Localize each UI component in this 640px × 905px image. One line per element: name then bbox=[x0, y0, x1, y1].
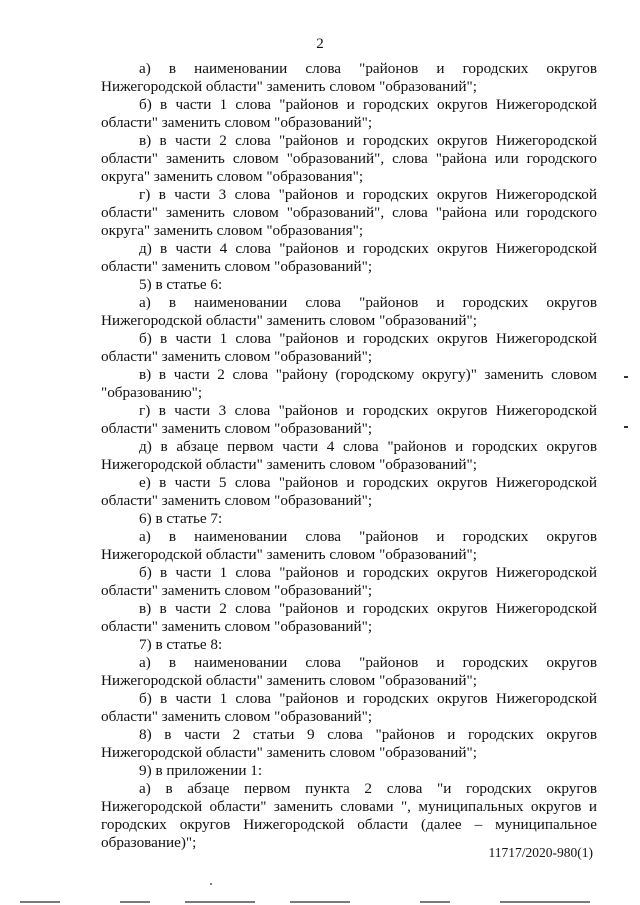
paragraph: а) в абзаце первом пункта 2 слова "и городских округов Нижегородской области" заменить словами ", муниципальных округов и городских округов Нижегородской области (далее – муниципальное образование)"; bbox=[101, 780, 597, 851]
scan-margin-mark bbox=[624, 426, 628, 428]
paragraph: а) в наименовании слова "районов и городских округов Нижегородской области" заменить словом "образований"; bbox=[101, 528, 597, 563]
paragraph: в) в части 2 слова "району (городскому округу)" заменить словом "образованию"; bbox=[101, 366, 597, 401]
paragraph: а) в наименовании слова "районов и городских округов Нижегородской области" заменить словом "образований"; bbox=[101, 60, 597, 95]
paragraph: б) в части 1 слова "районов и городских округов Нижегородской области" заменить словом "образований"; bbox=[101, 564, 597, 599]
document-registration-code: 11717/2020-980(1) bbox=[488, 845, 593, 860]
section-heading: 6) в статье 7: bbox=[139, 510, 223, 527]
page-number: 2 bbox=[316, 36, 324, 52]
paragraph: 8) в части 2 статьи 9 слова "районов и городских округов Нижегородской области" заменить словом "образований"; bbox=[101, 726, 597, 761]
paragraph: б) в части 1 слова "районов и городских округов Нижегородской области" заменить словом "образований"; bbox=[101, 690, 597, 725]
paragraph: б) в части 1 слова "районов и городских округов Нижегородской области" заменить словом "образований"; bbox=[101, 96, 597, 131]
section-heading: 7) в статье 8: bbox=[139, 636, 223, 653]
paragraph: г) в части 3 слова "районов и городских округов Нижегородской области" заменить словом "образований", слова "района или городского округа" заменить словом "образования"; bbox=[101, 186, 597, 239]
paragraph: а) в наименовании слова "районов и городских округов Нижегородской области" заменить словом "образований"; bbox=[101, 654, 597, 689]
paragraph: в) в части 2 слова "районов и городских округов Нижегородской области" заменить словом "образований", слова "района или городского округа" заменить словом "образования"; bbox=[101, 132, 597, 185]
paragraph: е) в части 5 слова "районов и городских округов Нижегородской области" заменить словом "образований"; bbox=[101, 474, 597, 509]
paragraph: а) в наименовании слова "районов и городских округов Нижегородской области" заменить словом "образований"; bbox=[101, 294, 597, 329]
paragraph: в) в части 2 слова "районов и городских округов Нижегородской области" заменить словом "образований"; bbox=[101, 600, 597, 635]
section-heading: 9) в приложении 1: bbox=[139, 762, 263, 779]
paragraph: д) в абзаце первом части 4 слова "районов и городских округов Нижегородской области" заменить словом "образований"; bbox=[101, 438, 597, 473]
scan-bottom-edge bbox=[0, 899, 640, 903]
scan-speck bbox=[210, 883, 212, 885]
paragraph: б) в части 1 слова "районов и городских округов Нижегородской области" заменить словом "образований"; bbox=[101, 330, 597, 365]
scan-margin-mark bbox=[624, 376, 628, 378]
paragraph: д) в части 4 слова "районов и городских округов Нижегородской области" заменить словом "образований"; bbox=[101, 240, 597, 275]
section-heading: 5) в статье 6: bbox=[139, 276, 223, 293]
paragraph: г) в части 3 слова "районов и городских округов Нижегородской области" заменить словом "образований"; bbox=[101, 402, 597, 437]
document-body bbox=[101, 60, 597, 852]
